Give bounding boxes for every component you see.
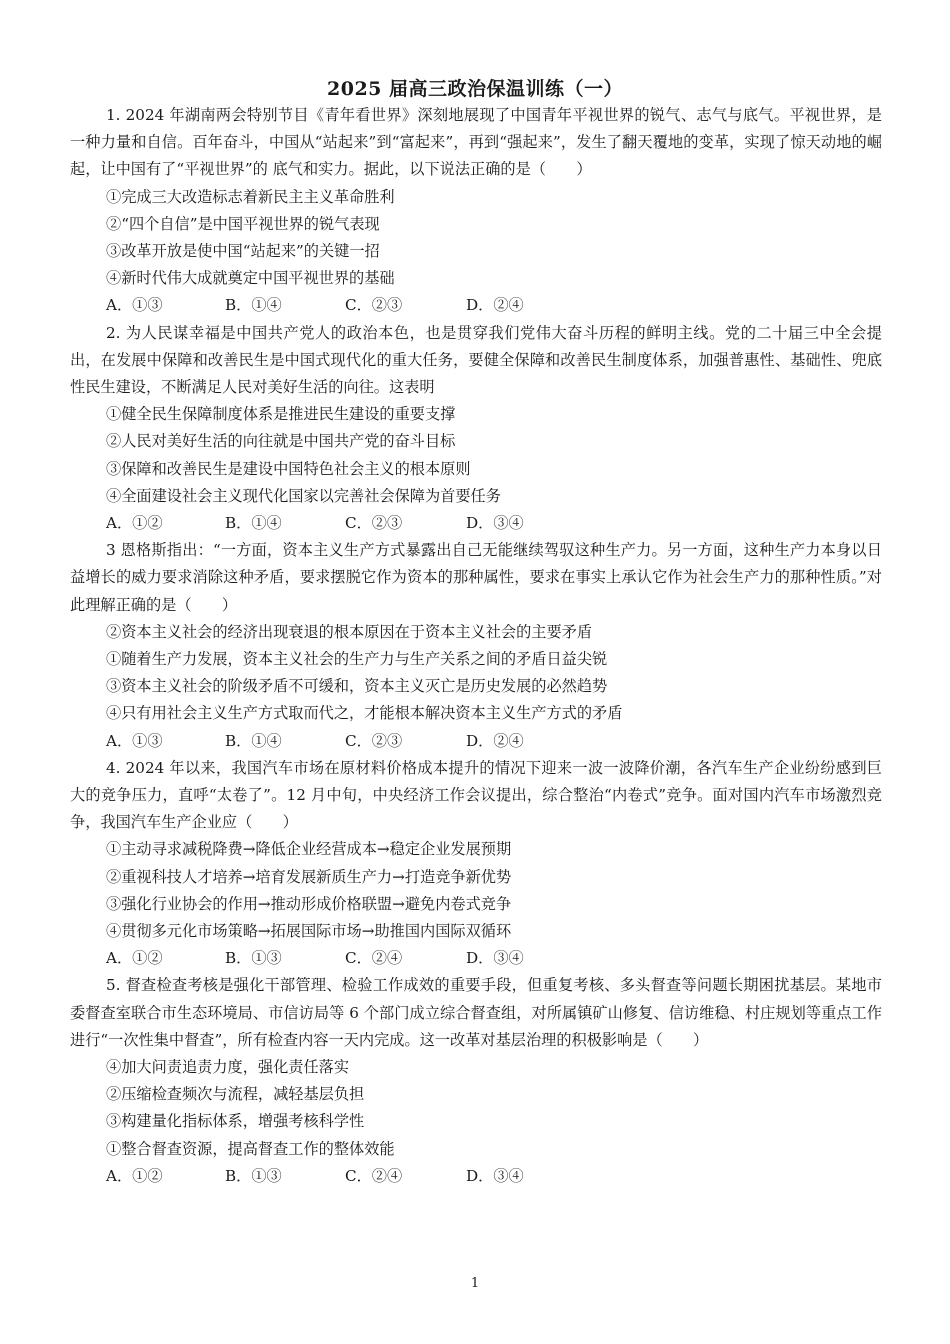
question-list [70,102,882,1190]
statement: ③保障和改善民生是建设中国特色社会主义的根本原则 [106,459,471,478]
option-b: B．①④ [225,514,282,533]
option-d: D．②④ [466,731,524,750]
question-stem: 5. 督查检查考核是强化干部管理、检验工作成效的重要手段，但重复考核、多头督查等问题长期困扰基层。某地市委督查室联合市生态环境局、市信访局等 6 个部门成立综合督查组，对所属镇矿山修复、信访维稳、村庄规划等重点工作进行“一次性集中督查”，所有检查内容一天内完成。这一改革对基层治理的积极影响是（ ） [70,976,882,1049]
statement: ②“四个自信”是中国平视世界的锐气表现 [106,214,380,233]
option-b: B．①④ [225,731,282,750]
question-5 [70,972,882,1190]
option-a: A．①③ [106,731,163,750]
statement: ④全面建设社会主义现代化国家以完善社会保障为首要任务 [106,486,501,505]
question-4 [70,755,882,973]
option-c: C．②③ [345,296,403,315]
option-a: A．①② [106,514,163,533]
option-b: B．①③ [225,1166,282,1185]
answer-options [70,510,882,537]
answer-options [70,728,882,755]
answer-options [70,292,882,319]
statement: ①主动寻求减税降费→降低企业经营成本→稳定企业发展预期 [106,840,512,859]
statement: ①随着生产力发展，资本主义社会的生产力与生产关系之间的矛盾日益尖锐 [106,650,608,669]
option-d: D．②④ [466,296,524,315]
statement: ②人民对美好生活的向往就是中国共产党的奋斗目标 [106,432,456,451]
statement: ④加大问责追责力度，强化责任落实 [106,1058,349,1077]
statement: ①健全民生保障制度体系是推进民生建设的重要支撑 [106,405,456,424]
option-b: B．①③ [225,949,282,968]
option-c: C．②④ [345,1166,403,1185]
statement: ②重视科技人才培养→培育发展新质生产力→打造竞争新优势 [106,867,512,886]
statement: ③强化行业协会的作用→推动形成价格联盟→避免内卷式竞争 [106,894,512,913]
statement: ④只有用社会主义生产方式取而代之，才能根本解决资本主义生产方式的矛盾 [106,704,623,723]
statement: ③改革开放是使中国“站起来”的关键一招 [106,242,380,261]
option-d: D．③④ [466,1166,524,1185]
statement: ①整合督查资源，提高督查工作的整体效能 [106,1139,395,1158]
option-d: D．③④ [466,514,524,533]
statement: ③构建量化指标体系，增强考核科学性 [106,1112,365,1131]
option-b: B．①④ [225,296,282,315]
question-stem: 3 恩格斯指出：“一方面，资本主义生产方式暴露出自己无能继续驾驭这种生产力。另一方面，这种生产力本身以日益增长的威力要求消除这种矛盾，要求摆脱它作为资本的那种属性，要求在事实上承认它作为社会生产力的那种性质。”对此理解正确的是（ ） [70,541,882,614]
statement: ④贯彻多元化市场策略→拓展国际市场→助推国内国际双循环 [106,922,512,941]
statement: ①完成三大改造标志着新民主主义革命胜利 [106,187,395,206]
option-a: A．①② [106,1166,163,1185]
question-stem: 1. 2024 年湖南两会特别节目《青年看世界》深刻地展现了中国青年平视世界的锐气、志气与底气。平视世界，是一种力量和自信。百年奋斗，中国从“站起来”到“富起来”，再到“强起来”，发生了翻天覆地的变革，实现了惊天动地的崛起，让中国有了“平视世界”的 底气和实力。据此，以下说法正确的是（ ） [70,106,882,179]
statement: ②资本主义社会的经济出现衰退的根本原因在于资本主义社会的主要矛盾 [106,622,592,641]
option-c: C．②③ [345,731,403,750]
answer-options [70,1163,882,1190]
statement: ④新时代伟大成就奠定中国平视世界的基础 [106,269,395,288]
page-number: 1 [470,1276,480,1291]
option-a: A．①② [106,949,163,968]
option-a: A．①③ [106,296,163,315]
question-1 [70,102,882,320]
option-c: C．②④ [345,949,403,968]
option-c: C．②③ [345,514,403,533]
page-title: 2025 届高三政治保温训练（一） [327,78,623,100]
statement: ③资本主义社会的阶级矛盾不可缓和，资本主义灭亡是历史发展的必然趋势 [106,677,608,696]
answer-options [70,945,882,972]
statement: ②压缩检查频次与流程，减轻基层负担 [106,1085,365,1104]
question-stem: 2. 为人民谋幸福是中国共产党人的政治本色，也是贯穿我们党伟大奋斗历程的鲜明主线。党的二十届三中全会提出，在发展中保障和改善民生是中国式现代化的重大任务，要健全保障和改善民生制度体系，加强普惠性、基础性、兜底性民生建设，不断满足人民对美好生活的向往。这表明 [70,323,882,397]
question-3 [70,537,882,755]
question-2 [70,320,882,538]
option-d: D．③④ [466,949,524,968]
question-stem: 4. 2024 年以来，我国汽车市场在原材料价格成本提升的情况下迎来一波一波降价潮，各汽车生产企业纷纷感到巨大的竞争压力，直呼“太卷了”。12 月中旬，中央经济工作会议提出，综合整治“内卷式”竞争。面对国内汽车市场激烈竞争，我国汽车生产企业应（ ） [70,758,882,832]
